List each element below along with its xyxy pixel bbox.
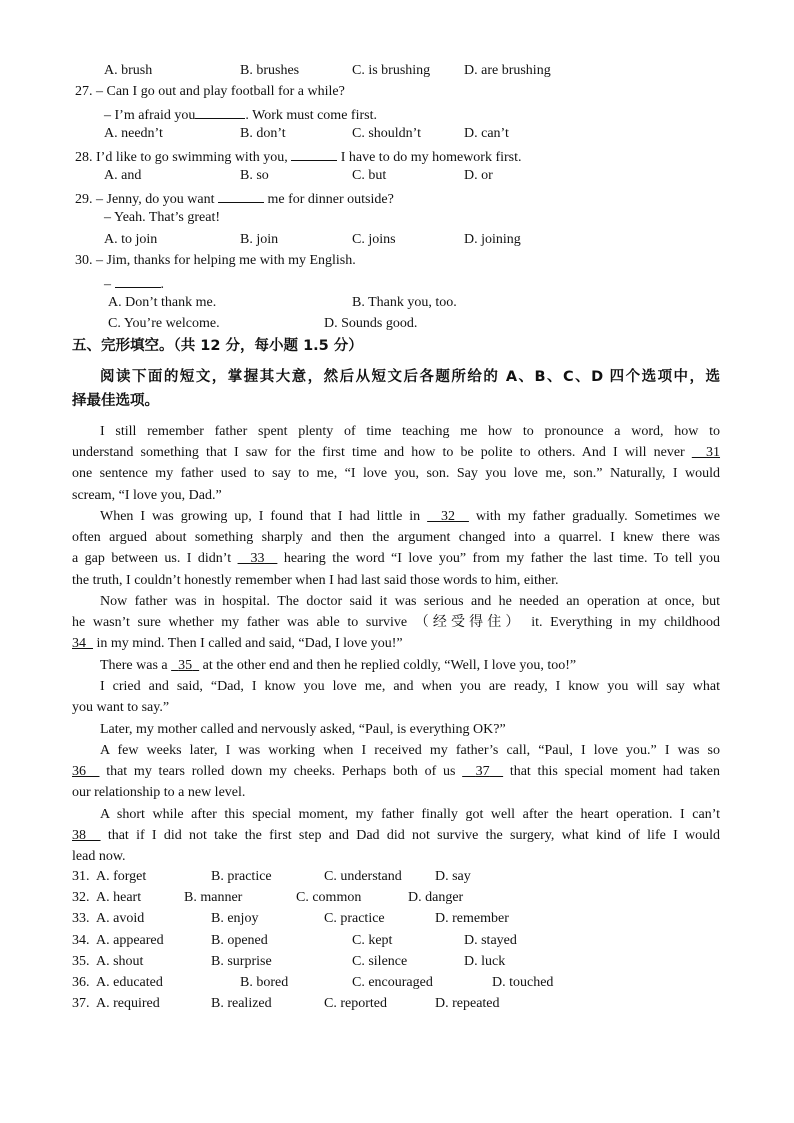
answer-33-option-c: C. practice xyxy=(324,911,385,926)
answer-35-option-c: C. silence xyxy=(352,954,408,969)
blank-31 xyxy=(692,445,720,460)
p1-line-4: scream, “I love you, Dad.” xyxy=(72,487,222,503)
p8-line-1: A short while after this special moment, my father finally got well after the heart operation. I can’t xyxy=(100,807,720,822)
q28-stem xyxy=(75,146,522,167)
blank-31-num: 31 xyxy=(706,445,721,461)
answer-33-option-a: A. avoid xyxy=(96,911,145,926)
q27-option-b: B. don’t xyxy=(240,126,286,141)
blank-36-num: 36 xyxy=(72,764,86,780)
q27-reply xyxy=(104,104,377,125)
blank-34 xyxy=(72,636,93,651)
q27-reply-start: – I’m afraid you xyxy=(104,108,196,123)
p2-line-3-end: hearing the word “I love you” from my father the last time. To tell you xyxy=(283,551,721,567)
q26-option-c: C. is brushing xyxy=(352,63,431,78)
q27-option-c: C. shouldn’t xyxy=(352,126,421,141)
answer-35-option-b: B. surprise xyxy=(211,954,272,969)
answer-36-number: 36. xyxy=(72,975,90,990)
q29-option-d: D. joining xyxy=(464,232,521,247)
p6-line-1: Later, my mother called and nervously asked, “Paul, is everything OK?” xyxy=(100,722,506,737)
answer-37-option-b: B. realized xyxy=(211,996,272,1011)
blank-35 xyxy=(171,658,199,673)
q29-stem-end: me for dinner outside? xyxy=(267,192,394,207)
q26-option-a: A. brush xyxy=(104,63,153,78)
blank-37-num: 37 xyxy=(475,764,490,780)
q27-stem: 27. – Can I go out and play football for a while? xyxy=(75,84,345,99)
p7-line-2-end: that this special moment had taken xyxy=(509,764,720,780)
q27-blank xyxy=(195,104,245,119)
p1-line-2 xyxy=(72,442,720,463)
q27-reply-end: . Work must come first. xyxy=(245,108,377,123)
p8-line-2-text: that if I did not take the first step and Dad did not survive the surgery, what kind of life I would xyxy=(107,828,721,844)
q30-stem: 30. – Jim, thanks for helping me with my English. xyxy=(75,253,356,268)
answer-35-option-a: A. shout xyxy=(96,954,144,969)
q27-option-a: A. needn’t xyxy=(104,126,163,141)
answer-33-option-b: B. enjoy xyxy=(211,911,259,926)
q28-stem-start: 28. I’d like to go swimming with you, xyxy=(75,150,288,165)
section5-title: 五、完形填空。（共 12 分，每小题 1.5 分） xyxy=(72,338,363,354)
p4-line-1-start: There was a xyxy=(100,658,168,673)
blank-35-num: 35 xyxy=(178,658,193,673)
answer-36-option-d: D. touched xyxy=(492,975,554,990)
p7-line-1: A few weeks later, I was working when I received my father’s call, “Paul, I love you.” I was so xyxy=(100,743,720,758)
p5-line-2: you want to say.” xyxy=(72,700,170,716)
blank-33-num: 33 xyxy=(250,551,265,567)
blank-32-num: 32 xyxy=(441,509,456,524)
passage-paragraph-1 xyxy=(72,421,720,506)
section5-instruction-2: 择最佳选项。 xyxy=(72,393,159,409)
q29-blank xyxy=(218,188,264,203)
q30-option-d: D. Sounds good. xyxy=(324,316,418,331)
p8-line-3: lead now. xyxy=(72,849,126,865)
p2-line-1 xyxy=(72,506,720,527)
answer-32-option-c: C. common xyxy=(296,890,362,905)
answer-31-option-a: A. forget xyxy=(96,869,147,884)
q28-option-d: D. or xyxy=(464,168,493,183)
p3-line-3-text: in my mind. Then I called and said, “Dad, I love you!” xyxy=(96,636,403,652)
passage-paragraph-2 xyxy=(72,506,720,591)
answer-31-option-b: B. practice xyxy=(211,869,272,884)
p5-line-1: I cried and said, “Dad, I know you love me, and when you are ready, I know you will say what xyxy=(100,679,720,694)
answer-37-option-c: C. reported xyxy=(324,996,387,1011)
blank-34-num: 34 xyxy=(72,636,86,652)
answer-32-option-d: D. danger xyxy=(408,890,464,905)
p7-line-2-start: that my tears rolled down my cheeks. Perhaps both of us xyxy=(106,764,456,780)
q30-option-b: B. Thank you, too. xyxy=(352,295,457,310)
answer-31-option-c: C. understand xyxy=(324,869,402,884)
q30-option-a: A. Don’t thank me. xyxy=(108,295,217,310)
p7-line-3: our relationship to a new level. xyxy=(72,785,246,801)
q29-reply: – Yeah. That’s great! xyxy=(104,210,220,225)
answer-35-number: 35. xyxy=(72,954,90,969)
answer-31-number: 31. xyxy=(72,869,90,884)
q30-reply: – . xyxy=(104,273,164,294)
answer-32-option-b: B. manner xyxy=(184,890,243,905)
answer-32-option-a: A. heart xyxy=(96,890,142,905)
passage-paragraph-8 xyxy=(72,804,720,868)
p8-line-2 xyxy=(72,825,720,846)
p4-line-1-end: at the other end and then he replied coldly, “Well, I love you, too!” xyxy=(202,658,577,673)
answer-34-number: 34. xyxy=(72,933,90,948)
q28-option-c: C. but xyxy=(352,168,387,183)
p2-line-1-start: When I was growing up, I found that I had little in xyxy=(100,509,421,524)
passage-paragraph-5 xyxy=(72,676,720,718)
answer-36-option-a: A. educated xyxy=(96,975,163,990)
answer-34-option-c: C. kept xyxy=(352,933,393,948)
p1-line-3: one sentence my father used to say to me, “I love you, son. Say you love me, son.” Naturally, I would xyxy=(72,466,720,482)
q28-option-a: A. and xyxy=(104,168,142,183)
answer-32-number: 32. xyxy=(72,890,90,905)
blank-38 xyxy=(72,828,101,843)
q29-option-a: A. to join xyxy=(104,232,158,247)
q29-stem xyxy=(75,188,394,209)
q26-option-d: D. are brushing xyxy=(464,63,551,78)
p3-line-3 xyxy=(72,633,720,654)
answer-33-option-d: D. remember xyxy=(435,911,509,926)
blank-37 xyxy=(462,764,503,779)
q26-option-b: B. brushes xyxy=(240,63,300,78)
blank-38-num: 38 xyxy=(72,828,86,844)
q30-reply-dash: – xyxy=(104,277,111,292)
answer-36-option-c: C. encouraged xyxy=(352,975,433,990)
q28-blank xyxy=(291,146,337,161)
passage-paragraph-7 xyxy=(72,740,720,804)
passage-paragraph-6 xyxy=(72,719,720,740)
answer-34-option-d: D. stayed xyxy=(464,933,517,948)
answer-37-option-a: A. required xyxy=(96,996,160,1011)
q29-option-c: C. joins xyxy=(352,232,396,247)
answer-36-option-b: B. bored xyxy=(240,975,289,990)
section5-instruction-1: 阅读下面的短文，掌握其大意，然后从短文后各题所给的 A、B、C、D 四个选项中，选 xyxy=(100,369,720,385)
q28-stem-end: I have to do my homework first. xyxy=(340,150,522,165)
blank-33 xyxy=(238,551,278,566)
answer-34-option-b: B. opened xyxy=(211,933,268,948)
p3-line-1: Now father was in hospital. The doctor said it was serious and he needed an operation at once, but xyxy=(100,594,720,609)
answer-37-option-d: D. repeated xyxy=(435,996,500,1011)
p1-line-2-text: understand something that I saw for the first time and how to be polite to others. And I will never xyxy=(72,445,685,461)
blank-32 xyxy=(427,509,469,524)
p2-line-4: the truth, I couldn’t honestly remember when I had last said those words to him, either. xyxy=(72,572,559,588)
blank-36 xyxy=(72,764,99,779)
q29-stem-start: 29. – Jenny, do you want xyxy=(75,192,215,207)
passage-paragraph-3 xyxy=(72,591,720,655)
p2-line-1-end: with my father gradually. Sometimes we xyxy=(475,509,721,524)
p2-line-3 xyxy=(72,548,720,569)
p3-line-2: he wasn’t sure whether my father was able to survive （经受得住） it. Everything in my childhood xyxy=(72,615,720,631)
answer-33-number: 33. xyxy=(72,911,90,926)
q30-blank xyxy=(115,273,161,288)
p7-line-2 xyxy=(72,761,720,782)
answer-37-number: 37. xyxy=(72,996,90,1011)
passage-paragraph-4 xyxy=(72,655,720,676)
answer-34-option-a: A. appeared xyxy=(96,933,164,948)
p2-line-3-start: a gap between us. I didn’t xyxy=(72,551,232,567)
p1-line-1: I still remember father spent plenty of time teaching me how to pronounce a word, how to xyxy=(100,424,720,439)
p4-line-1 xyxy=(72,655,720,676)
p2-line-2: often argued about something sharply and then the argument changed into a quarrel. I knew there was xyxy=(72,530,720,546)
answer-35-option-d: D. luck xyxy=(464,954,506,969)
q30-option-c: C. You’re welcome. xyxy=(108,316,220,331)
answer-31-option-d: D. say xyxy=(435,869,471,884)
q27-option-d: D. can’t xyxy=(464,126,509,141)
q29-option-b: B. join xyxy=(240,232,279,247)
q28-option-b: B. so xyxy=(240,168,269,183)
